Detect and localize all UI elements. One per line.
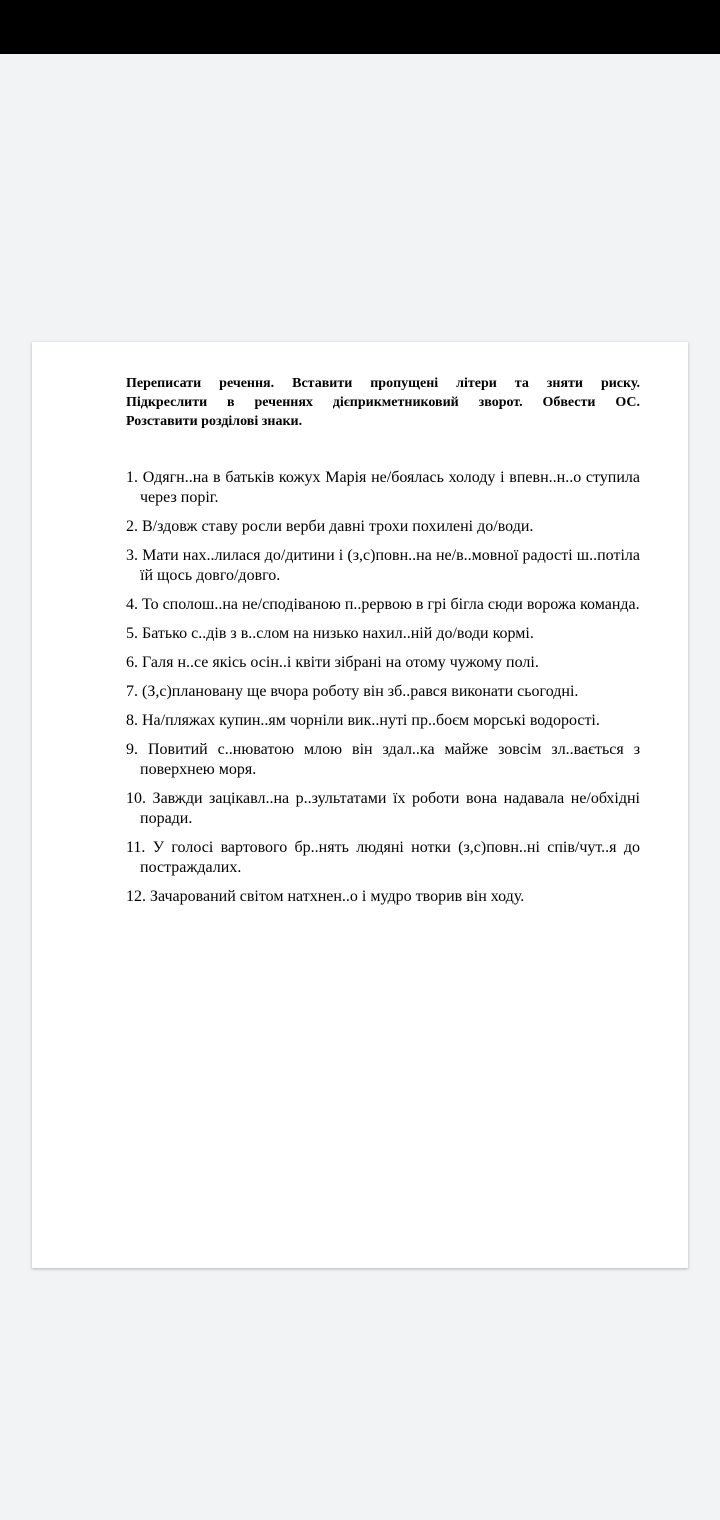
task-text: На/пляжах купин..ям чорніли вик..нуті пр..боєм морські водорості. [142, 712, 600, 729]
task-item [126, 517, 640, 537]
task-text: Батько с..дів з в..слом на низько нахил..ній до/води кормі. [142, 625, 534, 642]
task-number: 3. [126, 547, 138, 564]
task-text: Мати нах..лилася до/дитини і (з,с)повн..на не/в..мовної радості ш..потіла їй щось довго/довго. [140, 547, 640, 584]
task-item [126, 887, 640, 907]
task-text: Зачарований світом натхнен..о і мудро творив він ходу. [150, 888, 525, 905]
instructions-line: Переписати речення. Вставити пропущені літери та зняти риску. [126, 376, 640, 391]
task-item [126, 682, 640, 702]
task-number: 5. [126, 625, 138, 642]
task-item [126, 838, 640, 878]
task-item [126, 711, 640, 731]
task-item [126, 546, 640, 586]
task-text: То сполош..на не/сподіваною п..рервою в грі бігла сюди ворожа команда. [142, 596, 640, 613]
task-text: (З,с)плановану ще вчора роботу він зб..рався виконати сьогодні. [142, 683, 579, 700]
task-text: У голосі вартового бр..нять людяні нотки (з,с)повн..ні спів/чут..я до постраждалих. [140, 839, 641, 876]
instructions-line: Підкреслити в реченнях дієприкметниковий зворот. Обвести ОС. [126, 395, 640, 410]
instructions-heading [126, 374, 640, 431]
task-number: 6. [126, 654, 138, 671]
task-number: 11. [126, 839, 146, 856]
task-item [126, 595, 640, 615]
task-number: 7. [126, 683, 138, 700]
task-number: 12. [126, 888, 146, 905]
task-item [126, 789, 640, 829]
task-item [126, 624, 640, 644]
task-number: 4. [126, 596, 138, 613]
instructions-line: Розставити розділові знаки. [126, 414, 303, 429]
task-text: В/здовж ставу росли верби давні трохи похилені до/води. [142, 518, 534, 535]
task-text: Одягн..на в батьків кожух Марія не/боялась холоду і впевн..н..о ступила через поріг. [140, 469, 641, 506]
task-item [126, 740, 640, 780]
task-number: 8. [126, 712, 138, 729]
document-page [32, 342, 688, 1268]
task-number: 2. [126, 518, 138, 535]
task-item [126, 653, 640, 673]
status-bar [0, 0, 720, 54]
task-list [126, 468, 640, 916]
task-text: Повитий с..нюватою млою він здал..ка майже зовсім зл..вається з поверхнею моря. [140, 741, 641, 778]
task-number: 10. [126, 790, 146, 807]
task-number: 9. [126, 741, 138, 758]
task-item [126, 468, 640, 508]
task-number: 1. [126, 469, 138, 486]
task-text: Завжди зацікавл..на р..зультатами їх роботи вона надавала не/обхідні поради. [140, 790, 640, 827]
task-text: Галя н..се якісь осін..і квіти зібрані на отому чужому полі. [142, 654, 539, 671]
